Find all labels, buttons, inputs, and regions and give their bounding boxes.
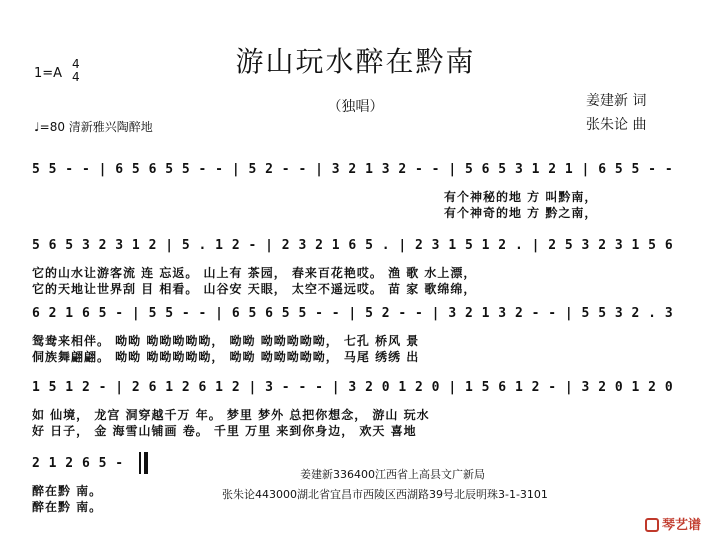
final-barline-thin [139, 452, 141, 474]
notation-line-3: 6 2 1 6 5 - | 5 5 - - | 6 5 6 5 5 - - | 5 2 - - | 3 2 1 3 2 - - | 5 5 3 2 . 3 [32, 306, 674, 321]
lyrics-line-5-verse-1: 醉在黔 南。 [32, 484, 103, 498]
lyrics-line-2-verse-2: 它的天地让世界刮 目 相看。 山谷安 天眼， 太空不遥远哎。 苗 家 歌绵绵， [32, 282, 477, 296]
watermark-logo [645, 514, 701, 533]
lyrics-line-3-verse-1: 鸳鸯来相伴。 呦呦 呦呦呦呦呦， 呦呦 呦呦呦呦呦， 七孔 桥风 景 [32, 334, 420, 348]
lyrics-line-4-verse-1: 如 仙境， 龙宫 洞穿越千万 年。 梦里 梦外 总把你想念， 游山 玩水 [32, 408, 430, 422]
final-barline-thick [144, 452, 148, 474]
lyrics-line-2-verse-1: 它的山水让游客流 连 忘返。 山上有 茶园， 春来百花艳哎。 渔 歌 水上漂， [32, 266, 477, 280]
key-signature: 1=A [34, 66, 63, 81]
song-subtitle: （独唱） [327, 99, 384, 115]
notation-line-4: 1 5 1 2 - | 2 6 1 2 6 1 2 | 3 - - - | 3 2 0 1 2 0 | 1 5 6 1 2 - | 3 2 0 1 2 0 [32, 380, 674, 395]
lyrics-line-1-verse-2: 有个神奇的地 方 黔之南， [444, 206, 598, 220]
song-title: 游山玩水醉在黔南 [235, 45, 476, 78]
notation-line-5: 2 1 2 6 5 - [32, 456, 124, 471]
lyrics-line-5-verse-2: 醉在黔 南。 [32, 500, 103, 514]
composer-credit: 张朱论 曲 [586, 117, 647, 133]
notation-line-1: 5 5 - - | 6 5 6 5 5 - - | 5 2 - - | 3 2 1 3 2 - - | 5 6 5 3 1 2 1 | 6 5 5 - - [32, 162, 674, 177]
lyrics-line-4-verse-2: 好 日子， 金 海雪山铺画 卷。 千里 万里 来到你身边， 欢天 喜地 [32, 424, 417, 438]
lyrics-line-3-verse-2: 侗族舞翩翩。 呦呦 呦呦呦呦呦， 呦呦 呦呦呦呦呦， 马尾 绣绣 出 [32, 350, 420, 364]
address-lyricist: 姜建新336400江西省上高县文广新局 [300, 468, 485, 481]
logo-icon [645, 518, 659, 532]
tempo-marking: ♩=80 清新雅兴陶醉地 [34, 120, 153, 134]
time-signature-bottom: 4 [72, 70, 80, 84]
address-composer: 张朱论443000湖北省宜昌市西陵区西湖路39号北辰明珠3-1-3101 [222, 488, 548, 501]
notation-line-2: 5 6 5 3 2 3 1 2 | 5 . 1 2 - | 2 3 2 1 6 5 . | 2 3 1 5 1 2 . | 2 5 3 2 3 1 5 6 [32, 238, 674, 253]
lyrics-line-1-verse-1: 有个神秘的地 方 叫黔南， [444, 190, 598, 204]
lyricist-credit: 姜建新 词 [586, 93, 647, 109]
time-signature [72, 58, 80, 84]
time-signature-top: 4 [72, 57, 80, 71]
logo-text: 琴艺谱 [661, 518, 701, 533]
